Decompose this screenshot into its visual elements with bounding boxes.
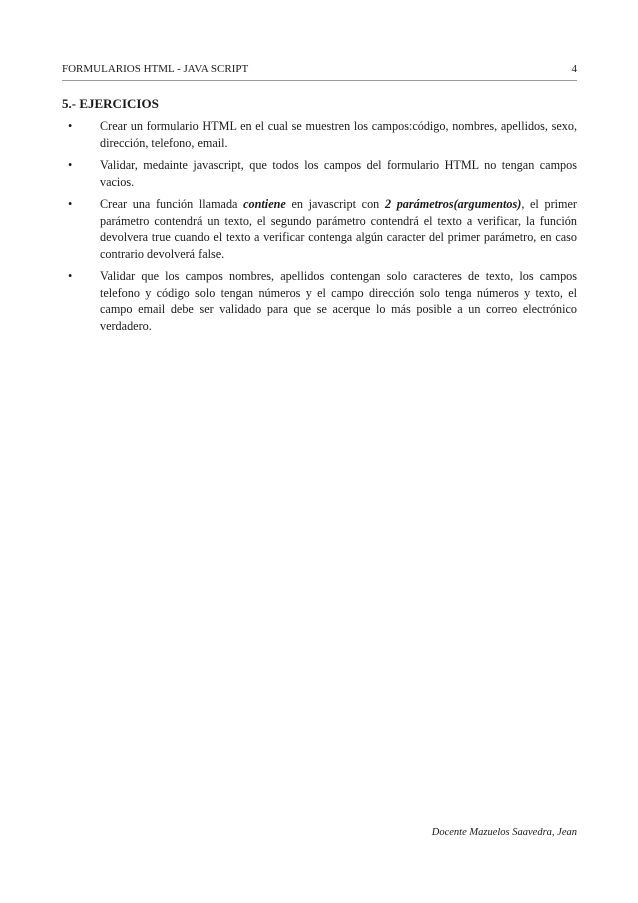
header-title: FORMULARIOS HTML - JAVA SCRIPT [62, 63, 249, 75]
document-body [62, 96, 577, 340]
exercise-text-part: Crear una función llamada [100, 197, 244, 211]
exercise-text-part: , el primer parámetro contendrá un texto, el segundo parámetro contendrá el texto a verificar, la función devolvera true cuando el texto a verificar contenga algún caracter del primer parámetro, en caso contrario devolverá false. [100, 197, 577, 261]
exercise-text: Validar, medainte javascript, que todos los campos del formulario HTML no tengan campos vacios. [100, 158, 577, 189]
exercise-text-part: en javascript con [285, 197, 385, 211]
exercise-item-4 [62, 268, 577, 334]
page-number: 4 [571, 63, 577, 75]
function-name-emphasis: contiene [243, 197, 286, 211]
section-title: 5.- EJERCICIOS [62, 96, 159, 111]
exercise-list [62, 118, 577, 334]
exercise-item-2 [62, 157, 577, 190]
bullet-icon: • [68, 119, 73, 133]
bullet-icon: • [68, 158, 73, 172]
page-header [62, 62, 577, 81]
page-footer-author: Docente Mazuelos Saavedra, Jean [431, 827, 577, 838]
exercise-text: Validar que los campos nombres, apellidos contengan solo caracteres de texto, los campos telefono y código solo tengan números y el campo dirección solo tenga números y texto, el campo email debe ser validado para que se acerque lo más posible a un correo electrónico verdadero. [100, 269, 577, 333]
bullet-icon: • [68, 197, 73, 211]
parameters-emphasis: 2 parámetros(argumentos) [384, 197, 522, 211]
exercise-text: Crear un formulario HTML en el cual se muestren los campos:código, nombres, apellidos, sexo, dirección, telefono, email. [100, 119, 577, 150]
bullet-icon: • [68, 269, 73, 283]
exercise-item-1 [62, 118, 577, 151]
exercise-item-3 [62, 196, 577, 262]
